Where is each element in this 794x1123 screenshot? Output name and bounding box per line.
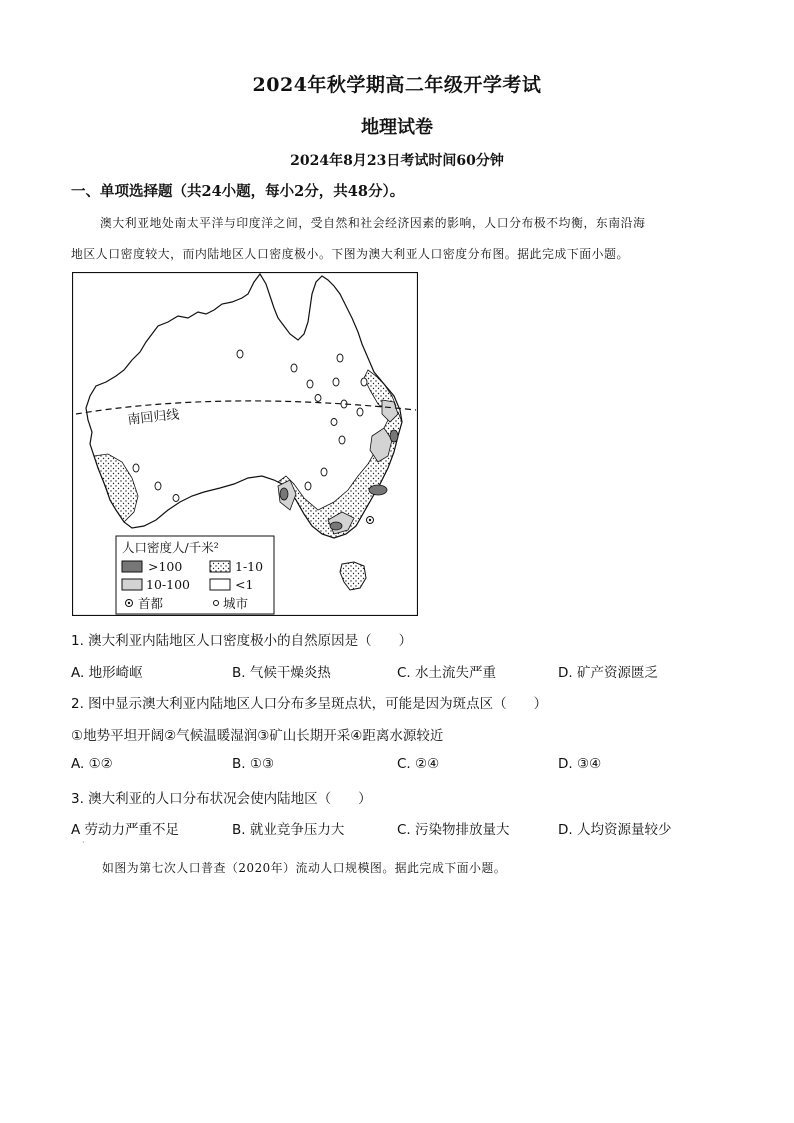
legend-swatch-gt100 <box>122 561 142 572</box>
q1-option-b[interactable]: B. 气候干燥炎热 <box>232 665 331 681</box>
legend-1-10: 1-10 <box>235 559 264 574</box>
question-2-statements: ①地势平坦开阔②气候温暖湿润③矿山长期开采④距离水源较近 <box>71 728 444 744</box>
legend-gt100: >100 <box>148 559 183 574</box>
q3-option-d[interactable]: D. 人均资源量较少 <box>558 822 672 838</box>
exam-subject: 地理试卷 <box>361 117 433 138</box>
stray-mark: · <box>82 838 85 847</box>
intro-line-2: 地区人口密度较大，而内陆地区人口密度极小。下图为澳大利亚人口密度分布图。据此完成下面小题。 <box>71 247 629 261</box>
dense-zone-adelaide <box>280 488 288 500</box>
legend-lt1: <1 <box>235 577 254 592</box>
section-heading: 一、单项选择题（共24小题，每小2分，共48分）。 <box>71 183 405 200</box>
legend-swatch-1-10 <box>210 561 230 572</box>
q1-option-c[interactable]: C. 水土流失严重 <box>397 665 497 681</box>
exam-title: 2024年秋学期高二年级开学考试 <box>252 74 542 96</box>
q2-option-b[interactable]: B. ①③ <box>232 756 275 772</box>
q2-option-c[interactable]: C. ②④ <box>397 756 440 772</box>
legend-swatch-lt1 <box>210 579 230 590</box>
q2-option-a[interactable]: A. ①② <box>71 756 113 772</box>
legend-city: 城市 <box>223 596 249 611</box>
q1-option-a[interactable]: A. 地形崎岖 <box>71 665 143 681</box>
tropic-label: 南回归线 <box>126 407 181 428</box>
q2-option-d[interactable]: D. ③④ <box>558 756 602 772</box>
legend-title: 人口密度人/千米² <box>122 540 219 555</box>
q1-option-d[interactable]: D. 矿产资源匮乏 <box>558 665 658 681</box>
q3-option-b[interactable]: B. 就业竞争压力大 <box>232 822 345 838</box>
question-3-stem: 3. 澳大利亚的人口分布状况会使内陆地区（ ） <box>71 791 372 807</box>
next-intro-line: 如图为第七次人口普查（2020年）流动人口规模图。据此完成下面小题。 <box>102 861 507 875</box>
q3-option-a[interactable]: A 劳动力严重不足 <box>71 822 180 838</box>
legend-capital: 首都 <box>138 596 164 611</box>
exam-date-line: 2024年8月23日考试时间60分钟 <box>290 153 504 169</box>
dense-zone-brisbane <box>390 430 398 442</box>
australia-population-density-map <box>72 272 418 616</box>
question-2-stem: 2. 图中显示澳大利亚内陆地区人口分布多呈斑点状，可能是因为斑点区（ ） <box>71 696 548 712</box>
dense-zone-melbourne <box>330 522 342 530</box>
legend-swatch-10-100 <box>122 579 142 590</box>
q3-option-c[interactable]: C. 污染物排放量大 <box>397 822 510 838</box>
question-1-stem: 1. 澳大利亚内陆地区人口密度极小的自然原因是（ ） <box>71 633 413 649</box>
dense-zone-sydney <box>369 485 387 495</box>
intro-line-1: 澳大利亚地处南太平洋与印度洋之间，受自然和社会经济因素的影响，人口分布极不均衡，东南沿海 <box>100 216 646 230</box>
legend-10-100: 10-100 <box>146 577 190 592</box>
